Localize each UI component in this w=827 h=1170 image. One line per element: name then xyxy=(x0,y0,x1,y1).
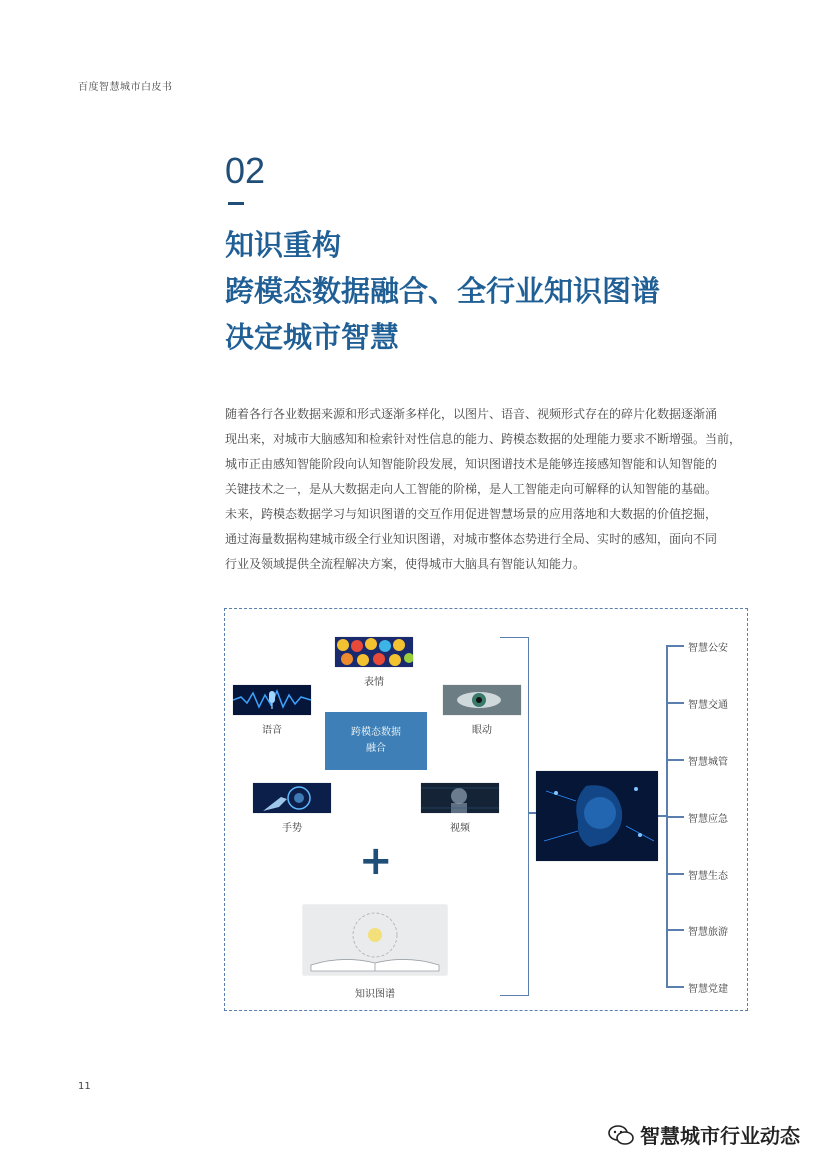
cross-modal-fusion-box xyxy=(325,712,427,770)
label-knowledge-graph: 知识图谱 xyxy=(355,989,395,1000)
label-voice: 语音 xyxy=(262,725,282,736)
video-icon xyxy=(421,783,499,813)
emoji-icon xyxy=(335,637,413,667)
watermark-text: 智慧城市行业动态 xyxy=(640,1124,800,1148)
brain-icon xyxy=(536,771,658,861)
section-number: 02 xyxy=(225,150,266,191)
knowledge-graph-image xyxy=(303,905,447,975)
body-line: 未来，跨模态数据学习与知识图谱的交互作用促进智慧场景的应用落地和大数据的价值挖掘， xyxy=(225,507,718,521)
body-line: 随着各行各业数据来源和形式逐渐多样化，以图片、语音、视频形式存在的碎片化数据逐渐涌 xyxy=(225,407,718,421)
microphone-icon xyxy=(233,685,311,715)
output-ecology: 智慧生态 xyxy=(688,871,728,882)
label-gesture: 手势 xyxy=(282,823,302,834)
output-public-security: 智慧公安 xyxy=(688,643,728,654)
output-party-building: 智慧党建 xyxy=(688,984,728,995)
running-header: 百度智慧城市白皮书 xyxy=(78,82,173,93)
section-title xyxy=(225,222,660,360)
book-lightbulb-icon xyxy=(303,905,447,975)
title-line-1: 知识重构 xyxy=(225,228,342,262)
video-image xyxy=(421,783,499,813)
ai-brain-image xyxy=(536,771,658,861)
title-line-2: 跨模态数据融合、全行业知识图谱 xyxy=(225,274,661,308)
knowledge-diagram xyxy=(224,608,748,1011)
output-tourism: 智慧旅游 xyxy=(688,927,728,938)
label-video: 视频 xyxy=(450,823,470,834)
output-city-management: 智慧城管 xyxy=(688,757,728,768)
body-paragraph xyxy=(225,402,753,577)
title-line-3: 决定城市智慧 xyxy=(225,320,400,354)
output-emergency: 智慧应急 xyxy=(688,814,728,825)
voice-image xyxy=(233,685,311,715)
wechat-watermark xyxy=(608,1120,800,1149)
body-line: 城市正由感知智能阶段向认知智能阶段发展，知识图谱技术是能够连接感知智能和认知智能的 xyxy=(225,457,718,471)
output-transport: 智慧交通 xyxy=(688,700,728,711)
label-expression: 表情 xyxy=(364,677,384,688)
input-bracket xyxy=(500,637,529,996)
expression-image xyxy=(335,637,413,667)
output-branch xyxy=(666,873,684,875)
gesture-image xyxy=(253,783,331,813)
plus-icon: + xyxy=(359,838,393,884)
output-branch xyxy=(666,645,684,647)
center-line-2: 融合 xyxy=(366,743,386,754)
wechat-icon xyxy=(608,1124,634,1146)
body-line: 通过海量数据构建城市级全行业知识图谱，对城市整体态势进行全局、实时的感知，面向不同 xyxy=(225,532,718,546)
body-line: 关键技术之一，是从大数据走向人工智能的阶梯，是人工智能走向可解释的认知智能的基础。 xyxy=(225,482,718,496)
section-divider xyxy=(228,202,244,205)
body-line: 现出来，对城市大脑感知和检索针对性信息的能力、跨模态数据的处理能力要求不断增强。当前， xyxy=(225,432,742,446)
output-branch xyxy=(666,702,684,704)
label-eye: 眼动 xyxy=(472,725,492,736)
output-branch xyxy=(666,759,684,761)
page-number: 11 xyxy=(78,1081,91,1092)
hand-icon xyxy=(253,783,331,813)
output-branch xyxy=(666,929,684,931)
body-line: 行业及领域提供全流程解决方案，使得城市大脑具有智能认知能力。 xyxy=(225,557,586,571)
output-branch xyxy=(666,816,684,818)
output-branch xyxy=(666,986,684,988)
center-line-1: 跨模态数据 xyxy=(351,727,401,738)
bracket-connector xyxy=(528,812,536,814)
output-connector xyxy=(658,815,666,817)
